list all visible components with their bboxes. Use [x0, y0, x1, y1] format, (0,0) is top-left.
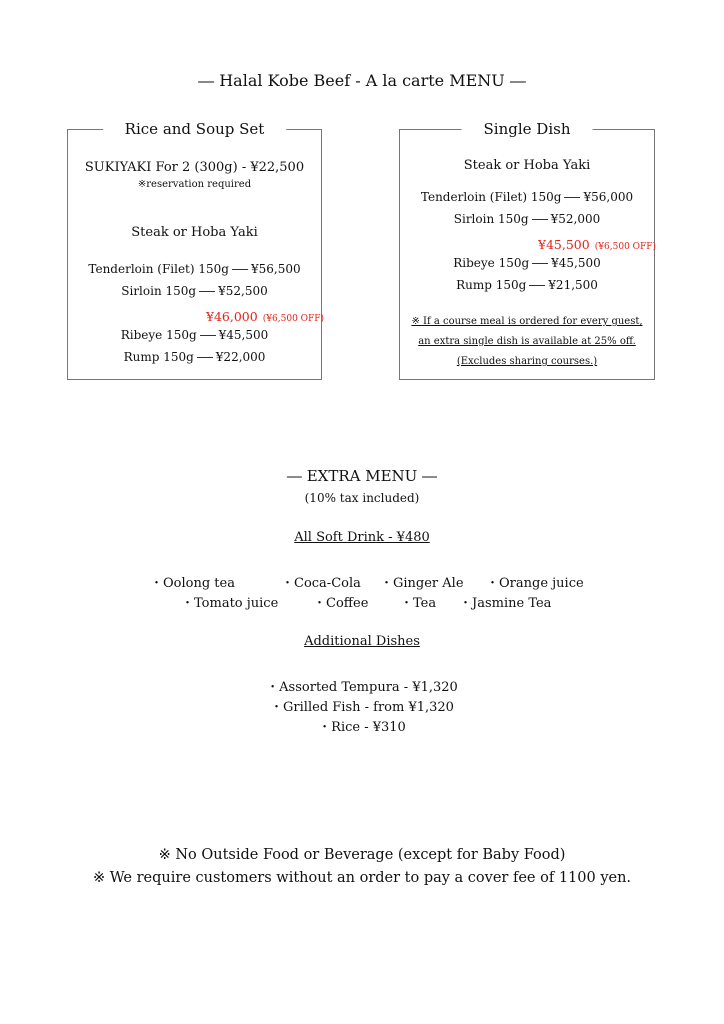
item-name: Ribeye 150g [453, 256, 530, 270]
right-discount [538, 234, 656, 253]
discount-price: ¥45,500 [538, 237, 590, 252]
course-note-line: (Excludes sharing courses.) [456, 356, 598, 367]
left-menu-item [68, 284, 321, 298]
left-menu-item [68, 262, 321, 276]
course-note-line: an extra single dish is available at 25% off. [418, 336, 636, 347]
drink-item: ・Orange juice [486, 576, 584, 591]
item-price: ¥56,000 [583, 190, 634, 204]
item-price: ¥56,500 [250, 262, 301, 276]
item-name: Tenderloin (Filet) 150g [88, 262, 229, 276]
drink-item: ・Coffee [313, 596, 369, 611]
item-name: Ribeye 150g [120, 328, 197, 342]
item-name: Sirloin 150g [453, 212, 529, 226]
item-price: ¥22,000 [215, 350, 266, 364]
item-name: Sirloin 150g [121, 284, 197, 298]
item-price: ¥52,000 [550, 212, 601, 226]
drink-item: ・Tea [400, 596, 437, 611]
sukiyaki-item: SUKIYAKI For 2 (300g) - ¥22,500 [84, 160, 305, 175]
course-note-line: ※ If a course meal is ordered for every guest, [411, 316, 643, 327]
discount-off: (¥6,500 OFF) [594, 242, 657, 252]
rice-soup-set-box [67, 120, 325, 380]
extra-menu-title: ― EXTRA MENU ― [286, 467, 438, 485]
item-price: ¥45,500 [551, 256, 601, 270]
drink-item: ・Coca-Cola [281, 576, 361, 591]
additional-dishes-heading: Additional Dishes [304, 634, 420, 649]
outside-food-notice: ※ No Outside Food or Beverage (except for Baby Food) [158, 847, 566, 863]
item-name: Rump 150g [456, 278, 527, 292]
soft-drink-heading: All Soft Drink - ¥480 [294, 530, 430, 545]
discount-price: ¥46,000 [206, 309, 258, 324]
drink-item: ・Jasmine Tea [459, 596, 552, 611]
single-dish-title: Single Dish [462, 120, 593, 138]
dish-item: ・Rice - ¥310 [318, 720, 406, 735]
drink-item: ・Oolong tea [150, 576, 235, 591]
rice-soup-set-title: Rice and Soup Set [103, 120, 287, 138]
left-menu-item [68, 350, 321, 364]
cover-fee-notice: ※ We require customers without an order to pay a cover fee of 1100 yen. [92, 870, 632, 886]
left-menu-item [68, 328, 321, 342]
item-price: ¥45,500 [218, 328, 269, 342]
left-steak-heading: Steak or Hoba Yaki [131, 225, 258, 240]
reservation-note: ※reservation required [137, 179, 252, 190]
single-dish-box [399, 120, 657, 380]
item-name: Tenderloin (Filet) 150g [420, 190, 562, 204]
item-price: ¥21,500 [548, 278, 598, 292]
right-menu-item [400, 190, 654, 204]
tax-note: (10% tax included) [304, 491, 420, 505]
left-discount [206, 306, 324, 325]
right-steak-heading: Steak or Hoba Yaki [463, 158, 591, 173]
item-name: Rump 150g [123, 350, 194, 364]
dish-item: ・Assorted Tempura - ¥1,320 [266, 680, 458, 695]
right-menu-item [400, 212, 654, 226]
menu-title: ― Halal Kobe Beef - A la carte MENU ― [198, 71, 526, 90]
right-menu-item [400, 256, 654, 270]
right-menu-item [400, 278, 654, 292]
drink-item: ・Tomato juice [181, 596, 279, 611]
discount-off: (¥6,500 OFF) [262, 314, 325, 324]
drink-item: ・Ginger Ale [380, 576, 464, 591]
item-price: ¥52,500 [218, 284, 268, 298]
dish-item: ・Grilled Fish - from ¥1,320 [270, 700, 454, 715]
